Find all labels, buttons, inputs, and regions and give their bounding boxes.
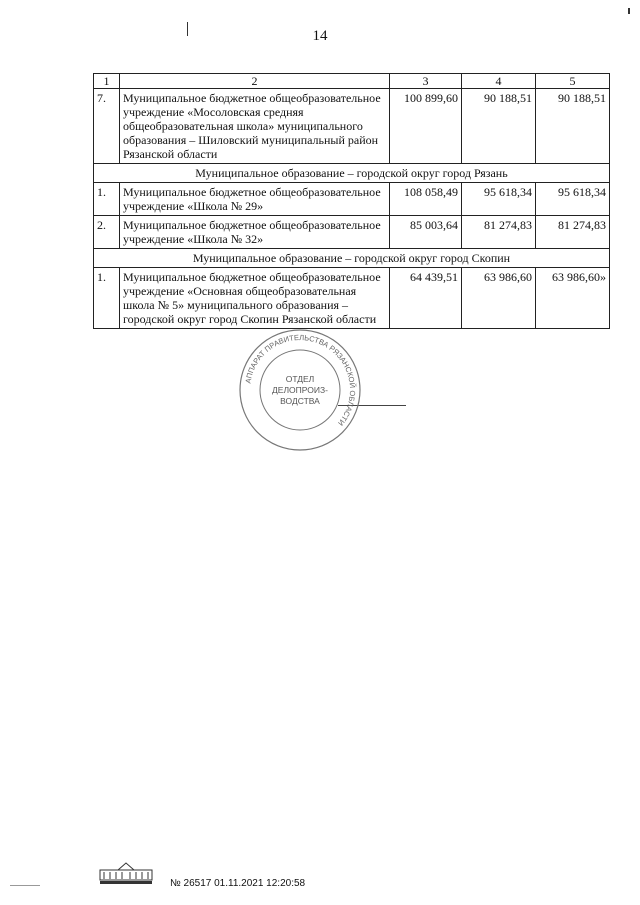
row-number: 7. [94,89,120,164]
value-col-3: 108 058,49 [390,183,462,216]
header-cell: 3 [390,74,462,89]
value-col-5: 63 986,60» [536,268,610,329]
scan-mark [187,22,188,36]
section-title: Муниципальное образование – городской округ город Скопин [94,249,610,268]
document-table [93,73,610,329]
value-col-4: 63 986,60 [462,268,536,329]
table-header-row [94,74,610,89]
value-col-5: 81 274,83 [536,216,610,249]
table-row [94,216,610,249]
header-cell: 2 [120,74,390,89]
value-col-5: 95 618,34 [536,183,610,216]
institution-name: Муниципальное бюджетное общеобразовательное учреждение «Мосоловская средняя общеобразовательная школа» муниципального образования – Шиловский муниципальный район Рязанской области [120,89,390,164]
scan-mark [628,8,630,14]
institution-name: Муниципальное бюджетное общеобразовательное учреждение «Школа № 32» [120,216,390,249]
value-col-4: 81 274,83 [462,216,536,249]
footer-rule [10,885,40,886]
table-row [94,183,610,216]
section-title: Муниципальное образование – городской округ город Рязань [94,164,610,183]
section-row [94,164,610,183]
row-number: 2. [94,216,120,249]
stamp-line-1: ОТДЕЛ [285,374,315,384]
value-col-3: 100 899,60 [390,89,462,164]
institution-name: Муниципальное бюджетное общеобразовательное учреждение «Основная общеобразовательная школа № 5» муниципального образования – городской округ город Скопин Рязанской области [120,268,390,329]
header-cell: 4 [462,74,536,89]
table-row [94,89,610,164]
building-logo-icon [98,860,154,886]
header-cell: 5 [536,74,610,89]
stamp-ring-text: АППАРАТ ПРАВИТЕЛЬСТВА РЯЗАНСКОЙ ОБЛАСТИ [243,332,358,428]
value-col-4: 90 188,51 [462,89,536,164]
table-row [94,268,610,329]
value-col-3: 85 003,64 [390,216,462,249]
value-col-5: 90 188,51 [536,89,610,164]
stamp-line-3: ВОДСТВА [280,396,320,406]
row-number: 1. [94,268,120,329]
document-registration-code: № 26517 01.11.2021 12:20:58 [170,878,306,889]
row-number: 1. [94,183,120,216]
institution-name: Муниципальное бюджетное общеобразовательное учреждение «Школа № 29» [120,183,390,216]
value-col-3: 64 439,51 [390,268,462,329]
header-cell: 1 [94,74,120,89]
section-row [94,249,610,268]
page-number: 14 [312,28,328,44]
stamp-line-2: ДЕЛОПРОИЗ- [272,385,328,395]
value-col-4: 95 618,34 [462,183,536,216]
official-stamp [238,328,362,452]
